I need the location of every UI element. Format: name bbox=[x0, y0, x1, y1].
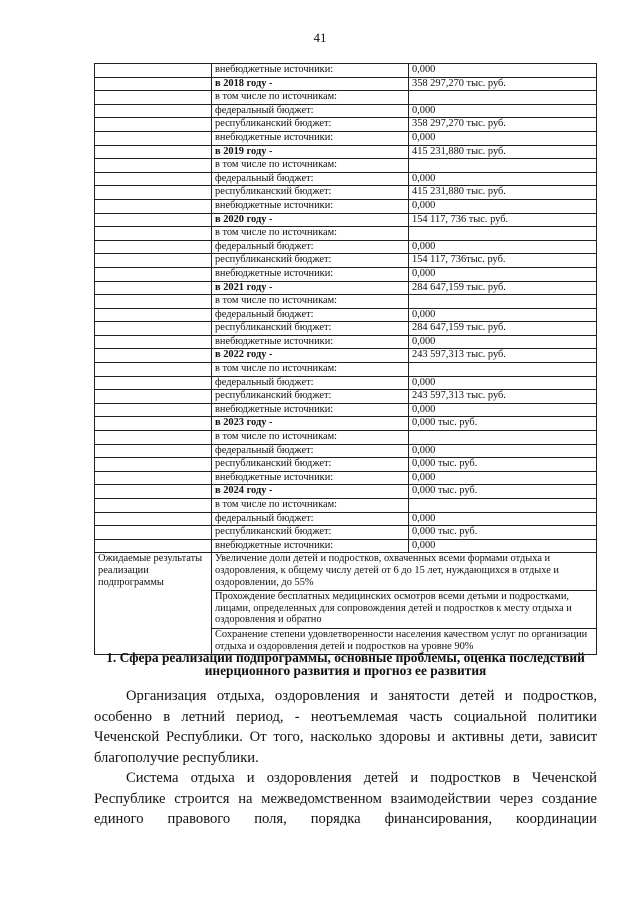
finance-row-value: 358 297,270 тыс. руб. bbox=[409, 118, 597, 132]
finance-row-label: в том числе по источникам: bbox=[212, 295, 409, 309]
finance-row bbox=[95, 512, 597, 526]
finance-row-label: в том числе по источникам: bbox=[212, 159, 409, 173]
finance-row-label: внебюджетные источники: bbox=[212, 131, 409, 145]
finance-row-label: в том числе по источникам: bbox=[212, 431, 409, 445]
finance-row-value bbox=[409, 431, 597, 445]
finance-row-value: 0,000 bbox=[409, 104, 597, 118]
finance-row-empty-cell bbox=[95, 417, 212, 431]
finance-row bbox=[95, 145, 597, 159]
finance-row bbox=[95, 308, 597, 322]
finance-row-label: федеральный бюджет: bbox=[212, 104, 409, 118]
finance-row-empty-cell bbox=[95, 363, 212, 377]
finance-row bbox=[95, 444, 597, 458]
finance-row-empty-cell bbox=[95, 131, 212, 145]
finance-row-value: 0,000 bbox=[409, 199, 597, 213]
finance-row bbox=[95, 240, 597, 254]
finance-row bbox=[95, 77, 597, 91]
finance-row-label: внебюджетные источники: bbox=[212, 267, 409, 281]
finance-row bbox=[95, 322, 597, 336]
finance-row-label: внебюджетные источники: bbox=[212, 471, 409, 485]
finance-row-empty-cell bbox=[95, 267, 212, 281]
finance-row bbox=[95, 64, 597, 78]
finance-row-empty-cell bbox=[95, 104, 212, 118]
finance-row bbox=[95, 471, 597, 485]
finance-row-empty-cell bbox=[95, 64, 212, 78]
finance-row-value: 0,000 bbox=[409, 376, 597, 390]
finance-row-label: федеральный бюджет: bbox=[212, 512, 409, 526]
finance-row-label: внебюджетные источники: bbox=[212, 539, 409, 553]
finance-row-value: 0,000 bbox=[409, 444, 597, 458]
finance-row-empty-cell bbox=[95, 431, 212, 445]
finance-row-label: в 2020 году - bbox=[212, 213, 409, 227]
finance-row bbox=[95, 526, 597, 540]
finance-row bbox=[95, 417, 597, 431]
finance-row-label: внебюджетные источники: bbox=[212, 403, 409, 417]
finance-row-value: 0,000 bbox=[409, 308, 597, 322]
finance-row-value: 0,000 тыс. руб. bbox=[409, 458, 597, 472]
finance-row-value: 415 231,880 тыс. руб. bbox=[409, 186, 597, 200]
finance-row-value: 0,000 bbox=[409, 539, 597, 553]
finance-row-empty-cell bbox=[95, 322, 212, 336]
finance-row-value: 415 231,880 тыс. руб. bbox=[409, 145, 597, 159]
finance-row-label: в 2019 году - bbox=[212, 145, 409, 159]
finance-row-label: внебюджетные источники: bbox=[212, 64, 409, 78]
finance-row bbox=[95, 431, 597, 445]
finance-row-empty-cell bbox=[95, 335, 212, 349]
finance-row-value: 0,000 тыс. руб. bbox=[409, 526, 597, 540]
finance-row bbox=[95, 499, 597, 513]
finance-row-label: в том числе по источникам: bbox=[212, 499, 409, 513]
finance-row bbox=[95, 281, 597, 295]
finance-row bbox=[95, 335, 597, 349]
finance-row-empty-cell bbox=[95, 254, 212, 268]
finance-row-empty-cell bbox=[95, 199, 212, 213]
finance-row bbox=[95, 485, 597, 499]
finance-row-label: в том числе по источникам: bbox=[212, 363, 409, 377]
finance-row-value: 0,000 bbox=[409, 240, 597, 254]
finance-row bbox=[95, 118, 597, 132]
finance-row-empty-cell bbox=[95, 77, 212, 91]
result-item-1: Увеличение доли детей и подростков, охваченных всеми формами отдыха и оздоровления, к общему числу детей от 6 до 15 лет, нуждающихся в отдыхе и оздоровлении, до 55% bbox=[212, 553, 597, 591]
finance-row bbox=[95, 349, 597, 363]
finance-row-label: федеральный бюджет: bbox=[212, 444, 409, 458]
finance-row-label: в 2022 году - bbox=[212, 349, 409, 363]
finance-row-label: в том числе по источникам: bbox=[212, 91, 409, 105]
finance-row bbox=[95, 172, 597, 186]
finance-row bbox=[95, 539, 597, 553]
finance-row bbox=[95, 227, 597, 241]
finance-row-value bbox=[409, 227, 597, 241]
finance-row-value: 0,000 bbox=[409, 335, 597, 349]
finance-row-value bbox=[409, 499, 597, 513]
finance-row bbox=[95, 295, 597, 309]
finance-row-label: республиканский бюджет: bbox=[212, 186, 409, 200]
finance-row bbox=[95, 376, 597, 390]
finance-row-value bbox=[409, 159, 597, 173]
result-item-3: Сохранение степени удовлетворенности населения качеством услуг по организации отдыха и оздоровления детей и подростков на уровне 90% bbox=[212, 628, 597, 654]
finance-row-label: республиканский бюджет: bbox=[212, 254, 409, 268]
finance-row-empty-cell bbox=[95, 227, 212, 241]
finance-row-empty-cell bbox=[95, 145, 212, 159]
section-heading: 1. Сфера реализации подпрограммы, основные проблемы, оценка последствий инерционного развития и прогноз ее развития bbox=[106, 650, 585, 678]
finance-row-value: 0,000 bbox=[409, 64, 597, 78]
finance-row-empty-cell bbox=[95, 186, 212, 200]
finance-row-label: республиканский бюджет: bbox=[212, 118, 409, 132]
finance-row-empty-cell bbox=[95, 281, 212, 295]
finance-row bbox=[95, 254, 597, 268]
finance-row-empty-cell bbox=[95, 308, 212, 322]
finance-row bbox=[95, 104, 597, 118]
finance-row-label: федеральный бюджет: bbox=[212, 308, 409, 322]
finance-row bbox=[95, 213, 597, 227]
finance-row-empty-cell bbox=[95, 91, 212, 105]
finance-row-value: 243 597,313 тыс. руб. bbox=[409, 390, 597, 404]
finance-row bbox=[95, 403, 597, 417]
finance-row-label: внебюджетные источники: bbox=[212, 335, 409, 349]
finance-row-empty-cell bbox=[95, 213, 212, 227]
finance-row-value bbox=[409, 363, 597, 377]
finance-row-empty-cell bbox=[95, 403, 212, 417]
finance-row-value: 358 297,270 тыс. руб. bbox=[409, 77, 597, 91]
finance-row-value: 284 647,159 тыс. руб. bbox=[409, 281, 597, 295]
finance-row-label: в 2023 году - bbox=[212, 417, 409, 431]
finance-row-empty-cell bbox=[95, 526, 212, 540]
finance-row-value: 284 647,159 тыс. руб. bbox=[409, 322, 597, 336]
finance-row bbox=[95, 91, 597, 105]
finance-row-value: 154 117, 736тыс. руб. bbox=[409, 254, 597, 268]
finance-row-value: 0,000 bbox=[409, 403, 597, 417]
finance-row-label: республиканский бюджет: bbox=[212, 390, 409, 404]
finance-row-empty-cell bbox=[95, 512, 212, 526]
finance-row bbox=[95, 458, 597, 472]
finance-row-empty-cell bbox=[95, 172, 212, 186]
body-text bbox=[94, 686, 597, 830]
finance-row bbox=[95, 199, 597, 213]
finance-row bbox=[95, 159, 597, 173]
finance-row-empty-cell bbox=[95, 240, 212, 254]
finance-row-value: 0,000 bbox=[409, 172, 597, 186]
finance-row bbox=[95, 267, 597, 281]
finance-row-value: 0,000 bbox=[409, 471, 597, 485]
finance-row-label: внебюджетные источники: bbox=[212, 199, 409, 213]
finance-row-value: 154 117, 736 тыс. руб. bbox=[409, 213, 597, 227]
finance-row-label: федеральный бюджет: bbox=[212, 376, 409, 390]
finance-row-value: 243 597,313 тыс. руб. bbox=[409, 349, 597, 363]
finance-row bbox=[95, 131, 597, 145]
finance-row-empty-cell bbox=[95, 118, 212, 132]
finance-row-label: в 2018 году - bbox=[212, 77, 409, 91]
finance-row-value bbox=[409, 295, 597, 309]
results-label: Ожидаемые результаты реализации подпрограммы bbox=[98, 553, 203, 588]
finance-row-empty-cell bbox=[95, 499, 212, 513]
finance-row-label: в 2024 году - bbox=[212, 485, 409, 499]
finance-row-empty-cell bbox=[95, 458, 212, 472]
finance-row bbox=[95, 363, 597, 377]
paragraph-2: Система отдыха и оздоровления детей и подростков в Чеченской Республике строится на межведомственном взаимодействии через создание единого правового поля, порядка финансирования, координации bbox=[94, 770, 597, 827]
results-label-cell bbox=[95, 553, 212, 655]
finance-row-label: республиканский бюджет: bbox=[212, 526, 409, 540]
finance-row-empty-cell bbox=[95, 376, 212, 390]
finance-row-label: федеральный бюджет: bbox=[212, 240, 409, 254]
finance-row-label: республиканский бюджет: bbox=[212, 458, 409, 472]
finance-row-empty-cell bbox=[95, 390, 212, 404]
finance-row-value bbox=[409, 91, 597, 105]
result-item-2: Прохождение бесплатных медицинских осмотров всеми детьми и подростками, лицами, определенных для сопровождения детей и подростков к месту отдыха и оздоровления и обратно bbox=[212, 591, 597, 629]
finance-row-empty-cell bbox=[95, 539, 212, 553]
finance-row bbox=[95, 186, 597, 200]
finance-row-empty-cell bbox=[95, 471, 212, 485]
finance-table bbox=[94, 63, 597, 655]
finance-row bbox=[95, 390, 597, 404]
finance-row-value: 0,000 bbox=[409, 512, 597, 526]
finance-row-value: 0,000 bbox=[409, 267, 597, 281]
finance-row-empty-cell bbox=[95, 485, 212, 499]
finance-row-empty-cell bbox=[95, 295, 212, 309]
page-number: 41 bbox=[313, 30, 327, 45]
finance-row-label: федеральный бюджет: bbox=[212, 172, 409, 186]
finance-row-label: республиканский бюджет: bbox=[212, 322, 409, 336]
finance-row-value: 0,000 тыс. руб. bbox=[409, 485, 597, 499]
finance-row-label: в 2021 году - bbox=[212, 281, 409, 295]
finance-row-label: в том числе по источникам: bbox=[212, 227, 409, 241]
finance-row-empty-cell bbox=[95, 444, 212, 458]
finance-row-value: 0,000 тыс. руб. bbox=[409, 417, 597, 431]
paragraph-1: Организация отдыха, оздоровления и занятости детей и подростков, особенно в летний период, - неотъемлемая часть социальной политики Чеченской Республики. От того, насколько здоровы и активны дети, зависит благополучие республики. bbox=[94, 688, 597, 766]
finance-row-value: 0,000 bbox=[409, 131, 597, 145]
finance-row-empty-cell bbox=[95, 349, 212, 363]
finance-row-empty-cell bbox=[95, 159, 212, 173]
